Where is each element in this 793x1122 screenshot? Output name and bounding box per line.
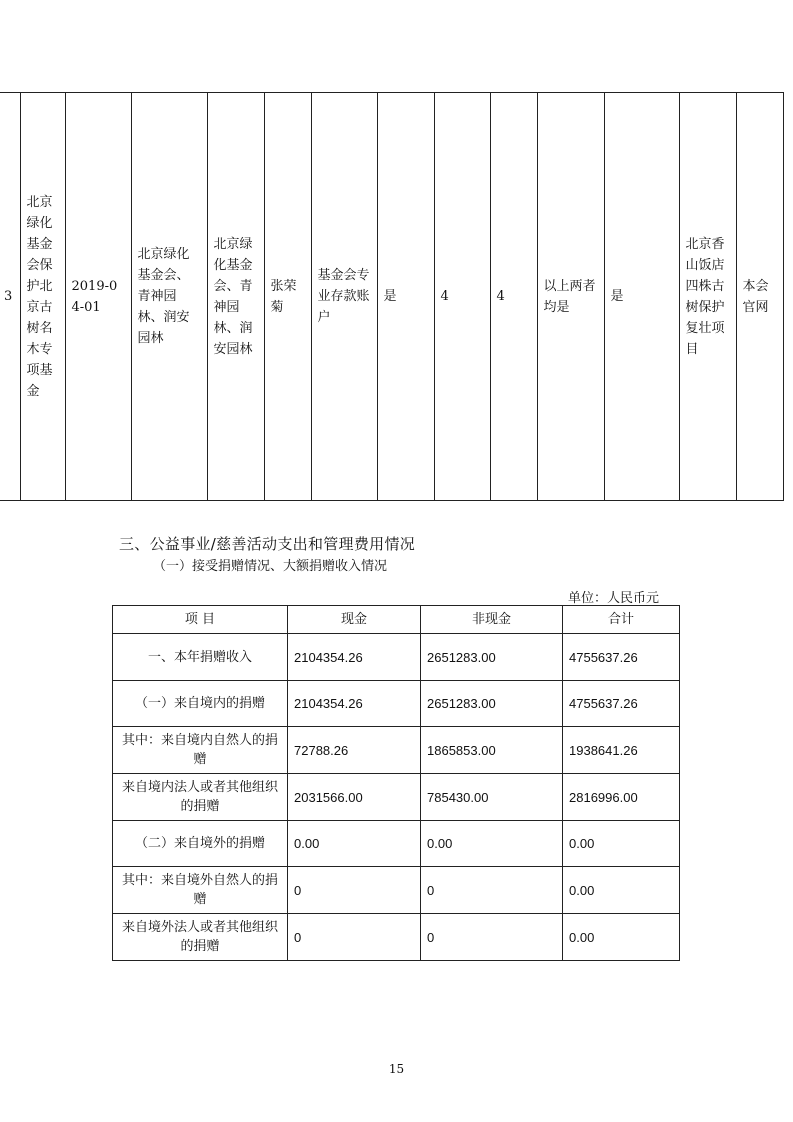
cash-cell: 2104354.26: [288, 681, 421, 727]
total-cell: 4755637.26: [563, 634, 680, 681]
page-number: 15: [388, 1062, 405, 1076]
total-cell: 2816996.00: [563, 774, 680, 821]
table-row: [113, 774, 680, 821]
num1-cell: 4: [434, 93, 490, 501]
channel-cell: 本会官网: [736, 93, 783, 501]
flag2-cell: 是: [604, 93, 679, 501]
table-header-row: [113, 606, 680, 634]
seq-cell: 3: [0, 93, 20, 501]
donation-table: [112, 605, 680, 961]
noncash-cell: 0: [421, 867, 563, 914]
table-row: [113, 681, 680, 727]
total-cell: 1938641.26: [563, 727, 680, 774]
table-row: [113, 914, 680, 961]
noncash-cell: 2651283.00: [421, 634, 563, 681]
row-label: 其中：来自境外自然人的捐赠: [113, 867, 288, 914]
total-cell: 0.00: [563, 914, 680, 961]
cash-cell: 0: [288, 914, 421, 961]
row-label: 来自境外法人或者其他组织的捐赠: [113, 914, 288, 961]
column-header-noncash: 非现金: [421, 606, 563, 634]
note-cell: 以上两者均是: [537, 93, 604, 501]
total-cell: 0.00: [563, 867, 680, 914]
noncash-cell: 0.00: [421, 821, 563, 867]
cash-cell: 2104354.26: [288, 634, 421, 681]
row-label: （一）来自境内的捐赠: [113, 681, 288, 727]
table-row: [113, 867, 680, 914]
noncash-cell: 0: [421, 914, 563, 961]
section-title: 三、公益事业/慈善活动支出和管理费用情况: [119, 535, 416, 553]
row-label: （二）来自境外的捐赠: [113, 821, 288, 867]
total-cell: 4755637.26: [563, 681, 680, 727]
subsection-title: （一）接受捐赠情况、大额捐赠收入情况: [153, 559, 388, 574]
table-row: [0, 93, 783, 501]
table-row: [113, 634, 680, 681]
account-cell: 基金会专业存款账户: [311, 93, 377, 501]
row-label: 来自境内法人或者其他组织的捐赠: [113, 774, 288, 821]
total-cell: 0.00: [563, 821, 680, 867]
cash-cell: 2031566.00: [288, 774, 421, 821]
noncash-cell: 785430.00: [421, 774, 563, 821]
noncash-cell: 2651283.00: [421, 681, 563, 727]
column-header-total: 合计: [563, 606, 680, 634]
date-cell: 2019-04-01: [65, 93, 131, 501]
column-header-item: 项 目: [113, 606, 288, 634]
unit-label: 单位：人民币元: [568, 591, 660, 606]
noncash-cell: 1865853.00: [421, 727, 563, 774]
table-row: [113, 727, 680, 774]
orgs-cell: 北京绿化基金会、青神园林、润安园林: [131, 93, 207, 501]
flag1-cell: 是: [377, 93, 434, 501]
table-row: [113, 821, 680, 867]
row-label: 其中：来自境内自然人的捐赠: [113, 727, 288, 774]
fund-name-cell: 北京绿化基金会保护北京古树名木专项基金: [20, 93, 65, 501]
column-header-cash: 现金: [288, 606, 421, 634]
person-cell: 张荣菊: [264, 93, 311, 501]
partners-cell: 北京绿化基金会、青神园林、润安园林: [207, 93, 264, 501]
row-label: 一、本年捐赠收入: [113, 634, 288, 681]
cash-cell: 72788.26: [288, 727, 421, 774]
fund-continuation-table: [0, 92, 784, 501]
num2-cell: 4: [490, 93, 537, 501]
cash-cell: 0.00: [288, 821, 421, 867]
project-cell: 北京香山饭店四株古树保护复壮项目: [679, 93, 736, 501]
cash-cell: 0: [288, 867, 421, 914]
